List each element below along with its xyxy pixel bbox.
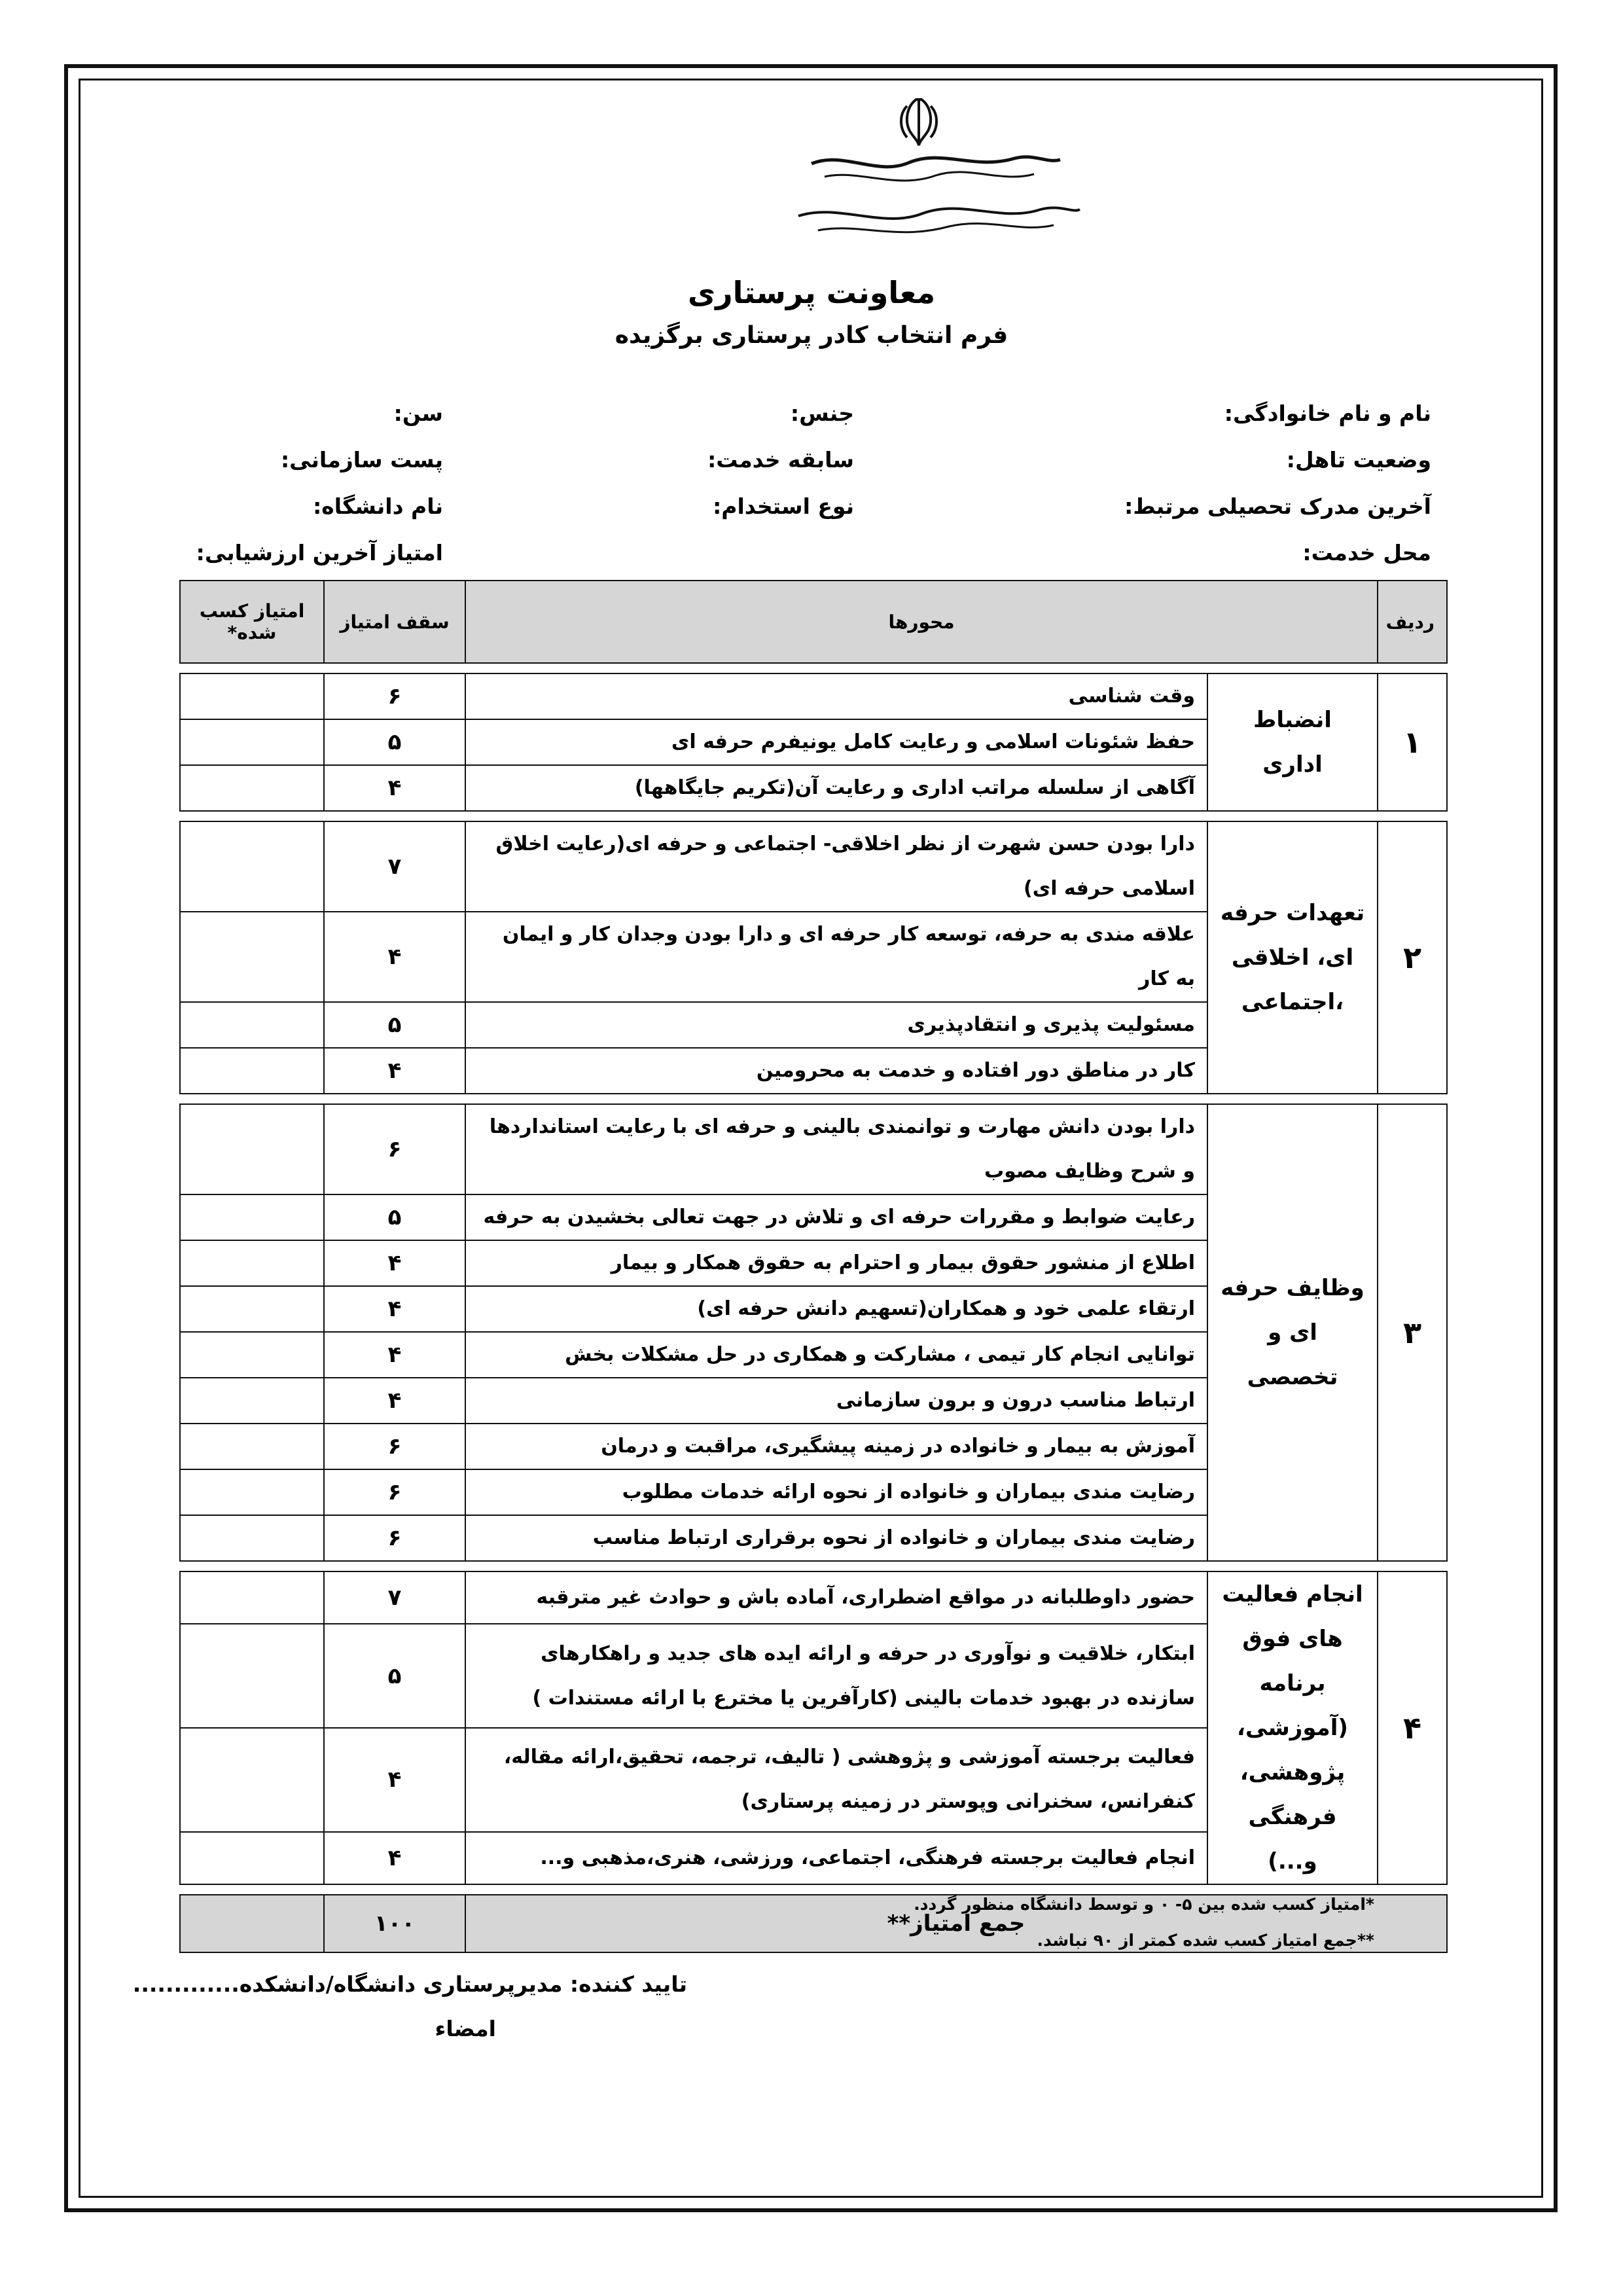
earned-score-field[interactable] (180, 673, 324, 719)
max-score: ۶ (324, 1424, 465, 1469)
criterion-text: حضور داوطلبانه در مواقع اضطراری، آماده باش و حوادث غیر مترقبه (465, 1571, 1207, 1624)
max-score: ۶ (324, 1469, 465, 1515)
criterion-text: ابتکار، خلاقیت و نوآوری در حرفه و ارائه ایده های جدید و راهکارهای سازنده در بهبود خدمات بالینی (کارآفرین یا مخترع با ارائه مستندات ) (465, 1624, 1207, 1728)
max-score: ۶ (324, 1104, 465, 1194)
footnote-total-minimum: **جمع امتیاز کسب شده کمتر از ۹۰ نباشد. (1037, 1931, 1374, 1950)
criterion-text: آموزش به بیمار و خانواده در زمینه پیشگیری، مراقبت و درمان (465, 1424, 1207, 1469)
field-gender: جنس: (790, 401, 854, 426)
category-label: تعهدات حرفه ای، اخلاقی ،اجتماعی (1207, 821, 1378, 1094)
max-score: ۴ (324, 765, 465, 811)
earned-score-field[interactable] (180, 1424, 324, 1469)
earned-score-field[interactable] (180, 1624, 324, 1728)
total-max-score: ۱۰۰ (324, 1895, 465, 1952)
header-row-number: ردیف (1378, 581, 1447, 663)
total-earned-field[interactable] (180, 1895, 324, 1952)
field-full-name: نام و نام خانوادگی: (1224, 401, 1431, 426)
max-score: ۶ (324, 1515, 465, 1561)
earned-score-field[interactable] (180, 1332, 324, 1378)
field-marital-status: وضعیت تاهل: (1286, 447, 1431, 473)
max-score: ۴ (324, 1286, 465, 1332)
header-max-score: سقف امتیاز (324, 581, 465, 663)
earned-score-field[interactable] (180, 1571, 324, 1624)
row-number: ۴ (1378, 1571, 1447, 1884)
emblem-line-1: جمهوری اسلامی ایران (926, 187, 933, 188)
criterion-text: علاقه مندی به حرفه، توسعه کار حرفه ای و دارا بودن وجدان کار و ایمان به کار (465, 912, 1207, 1002)
table-row (180, 1571, 1447, 1624)
table-row (180, 1104, 1447, 1194)
criterion-text: انجام فعالیت برجسته فرهنگی، اجتماعی، ورزشی، هنری،مذهبی و... (465, 1832, 1207, 1884)
criterion-text: توانایی انجام کار تیمی ، مشارکت و همکاری در حل مشکلات بخش (465, 1332, 1207, 1378)
footnote-earned-range: *امتیاز کسب شده بین ۵- ۰ و توسط دانشگاه منظور گردد. (914, 1895, 1374, 1914)
category-label: انجام فعالیت های فوق برنامه (آموزشی، پژوهشی، فرهنگی و...) (1207, 1571, 1378, 1884)
field-workplace: محل خدمت: (1302, 540, 1431, 565)
max-score: ۴ (324, 1728, 465, 1832)
page-subtitle: فرم انتخاب کادر پرستاری برگزیده (615, 322, 1008, 349)
criterion-text: اطلاع از منشور حقوق بیمار و احترام به حقوق همکار و بیمار (465, 1240, 1207, 1286)
max-score: ۷ (324, 1571, 465, 1624)
earned-score-field[interactable] (180, 1515, 324, 1561)
criterion-text: رعایت ضوابط و مقررات حرفه ای و تلاش در جهت تعالی بخشیدن به حرفه (465, 1194, 1207, 1240)
max-score: ۴ (324, 1378, 465, 1424)
earned-score-field[interactable] (180, 765, 324, 811)
field-employment-type: نوع استخدام: (713, 493, 854, 519)
earned-score-field[interactable] (180, 1286, 324, 1332)
earned-score-field[interactable] (180, 1002, 324, 1048)
category-label: انضباط اداری (1207, 673, 1378, 811)
table-row (180, 821, 1447, 912)
page-title: معاونت پرستاری (687, 275, 936, 310)
field-service-record: سابقه خدمت: (707, 447, 854, 473)
earned-score-field[interactable] (180, 1378, 324, 1424)
criterion-text: حفظ شئونات اسلامی و رعایت کامل یونیفرم حرفه ای (465, 719, 1207, 765)
max-score: ۵ (324, 1624, 465, 1728)
criterion-text: رضایت مندی بیماران و خانواده از نحوه ارائه خدمات مطلوب (465, 1469, 1207, 1515)
table-row (180, 673, 1447, 719)
row-number: ۳ (1378, 1104, 1447, 1561)
scoring-table (179, 580, 1448, 1953)
iran-emblem-logo (753, 92, 1106, 255)
criterion-text: فعالیت برجسته آموزشی و پژوهشی ( تالیف، ترجمه، تحقیق،ارائه مقاله، کنفرانس، سخنرانی وپوستر در زمینه پرستاری) (465, 1728, 1207, 1832)
criterion-text: دارا بودن حسن شهرت از نظر اخلاقی- اجتماعی و حرفه ای(رعایت اخلاق اسلامی حرفه ای) (465, 821, 1207, 912)
max-score: ۵ (324, 1002, 465, 1048)
criterion-text: دارا بودن دانش مهارت و توانمندی بالینی و حرفه ای با رعایت استانداردها و شرح وظایف مصوب (465, 1104, 1207, 1194)
earned-score-field[interactable] (180, 821, 324, 912)
row-number: ۱ (1378, 673, 1447, 811)
max-score: ۴ (324, 1832, 465, 1884)
max-score: ۶ (324, 673, 465, 719)
earned-score-field[interactable] (180, 912, 324, 1002)
max-score: ۵ (324, 1194, 465, 1240)
max-score: ۴ (324, 1332, 465, 1378)
field-age: سن: (393, 401, 443, 426)
earned-score-field[interactable] (180, 1728, 324, 1832)
field-university: نام دانشگاه: (313, 493, 443, 519)
category-label: وظایف حرفه ای و تخصصی (1207, 1104, 1378, 1561)
criterion-text: وقت شناسی (465, 673, 1207, 719)
field-last-evaluation: امتیاز آخرین ارزشیابی: (196, 540, 443, 565)
criterion-text: ارتباط مناسب درون و برون سازمانی (465, 1378, 1207, 1424)
table-header-row (180, 581, 1447, 663)
earned-score-field[interactable] (180, 719, 324, 765)
earned-score-field[interactable] (180, 1240, 324, 1286)
criterion-text: رضایت مندی بیماران و خانواده از نحوه برقراری ارتباط مناسب (465, 1515, 1207, 1561)
row-number: ۲ (1378, 821, 1447, 1094)
total-label: جمع امتیاز** (465, 1895, 1447, 1952)
criterion-text: آگاهی از سلسله مراتب اداری و رعایت آن(تکریم جایگاهها) (465, 765, 1207, 811)
max-score: ۴ (324, 1048, 465, 1094)
approver-line: تایید کننده: مدیرپرستاری دانشگاه/دانشکده............. (132, 1971, 687, 1997)
header-axes: محورها (465, 581, 1378, 663)
criterion-text: کار در مناطق دور افتاده و خدمت به محرومین (465, 1048, 1207, 1094)
field-position: پست سازمانی: (280, 447, 443, 473)
criterion-text: مسئولیت پذیری و انتقادپذیری (465, 1002, 1207, 1048)
earned-score-field[interactable] (180, 1048, 324, 1094)
earned-score-field[interactable] (180, 1194, 324, 1240)
field-education: آخرین مدرک تحصیلی مرتبط: (1124, 493, 1431, 519)
header-earned-score: امتیاز کسب شده* (180, 581, 324, 663)
max-score: ۷ (324, 821, 465, 912)
max-score: ۴ (324, 1240, 465, 1286)
signature-label: امضاء (435, 2016, 496, 2041)
criterion-text: ارتقاء علمی خود و همکاران(تسهیم دانش حرفه ای) (465, 1286, 1207, 1332)
earned-score-field[interactable] (180, 1469, 324, 1515)
earned-score-field[interactable] (180, 1104, 324, 1194)
max-score: ۴ (324, 912, 465, 1002)
max-score: ۵ (324, 719, 465, 765)
earned-score-field[interactable] (180, 1832, 324, 1884)
